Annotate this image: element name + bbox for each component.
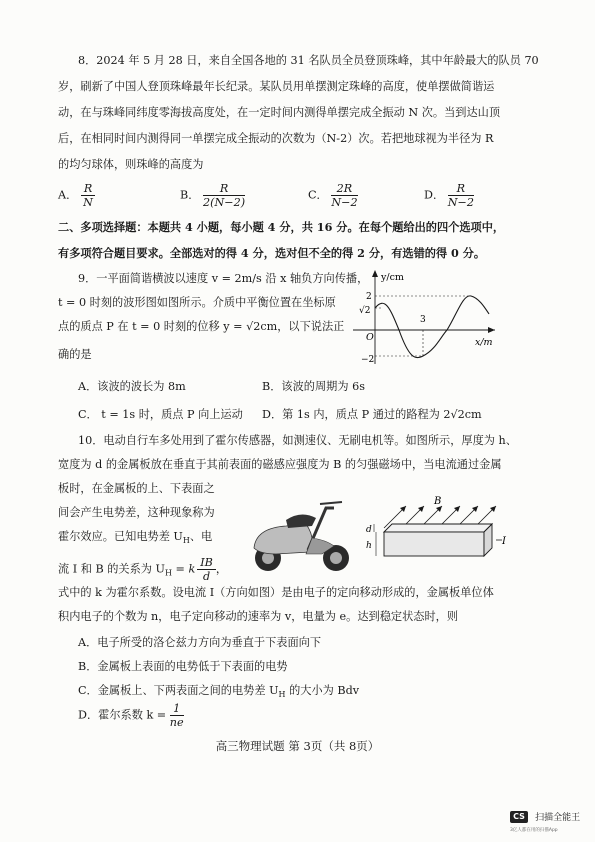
q10-line-4: 间会产生电势差，这种现象称为 bbox=[58, 506, 215, 519]
q8-option-b: B． $\frac{R}{2(N-2)}$ bbox=[180, 182, 246, 209]
hall-plate-diagram bbox=[362, 496, 522, 576]
q9-option-a: A．该波的波长为 8m bbox=[78, 380, 186, 393]
q8-line-5: 的均匀球体，则珠峰的高度为 bbox=[58, 158, 204, 171]
q8-line-2: 岁，刷新了中国人登顶珠峰最年长纪录。某队员用单摆测定珠峰的高度，使单摆做简谐运 bbox=[58, 80, 495, 93]
q10-option-d: D．霍尔系数 k = $\frac{1}{ne}$ bbox=[78, 702, 184, 729]
q9-line-3: 点的质点 P 在 t = 0 时刻的位移 y = √2cm，以下说法正 bbox=[58, 320, 345, 333]
q8-line-1: 8．2024 年 5 月 28 日，来自全国各地的 31 名队员全员登顶珠峰，其中年龄最大的队员 70 bbox=[78, 54, 539, 67]
q9-line-4: 确的是 bbox=[58, 348, 92, 361]
q10-option-c: C．金属板上、下两表面之间的电势差 $U_H$ 的大小为 Bdv bbox=[78, 684, 360, 700]
y-tick-sqrt2: √2 bbox=[359, 306, 371, 316]
q9-line-2: t = 0 时刻的波形图如图所示。介质中平衡位置在坐标原 bbox=[58, 296, 336, 309]
section2-line-1: 二、多项选择题：本题共 4 小题，每小题 4 分，共 16 分。在每个题给出的四个选项中， bbox=[58, 220, 505, 234]
q10-line-3: 板时，在金属板的上、下表面之 bbox=[58, 482, 215, 495]
q10-line-7: 式中的 k 为霍尔系数。设电流 I（方向如图）是由电子的定向移动形成的，金属板单位体 bbox=[58, 586, 494, 599]
y-tick-2: 2 bbox=[366, 292, 372, 302]
q8-option-a: A． $\frac{R}{N}$ bbox=[58, 182, 95, 209]
q10-option-b: B．金属板上表面的电势低于下表面的电势 bbox=[78, 660, 288, 673]
scanner-logo-icon: CS bbox=[510, 811, 528, 823]
electric-scooter-image bbox=[246, 498, 356, 576]
scanner-subtitle: 3亿人都在用的扫描App bbox=[510, 828, 558, 833]
current-label: I bbox=[502, 536, 506, 547]
wave-curve bbox=[375, 296, 489, 358]
q10-line-2: 宽度为 d 的金属板放在垂直于其前表面的磁感应强度为 B 的匀强磁场中，当电流通过金属 bbox=[58, 458, 502, 471]
y-axis-label: y/cm bbox=[381, 272, 404, 283]
q8-line-3: 动，在与珠峰同纬度零海拔高度处，在一定时间内测得单摆完成全振动 N 次。当到达山顶 bbox=[58, 106, 501, 119]
width-label: d bbox=[366, 525, 372, 535]
scanner-title: 扫描全能王 bbox=[535, 813, 581, 823]
q10-line-1: 10．电动自行车多处用到了霍尔传感器，如测速仪、无刷电机等。如图所示，厚度为 h、 bbox=[78, 434, 517, 447]
q10-line-5: 霍尔效应。已知电势差 $U_H$、电 bbox=[58, 530, 213, 546]
magnetic-field-label: B bbox=[434, 496, 442, 507]
y-tick-neg2: −2 bbox=[361, 355, 375, 365]
q8-option-c: C． $\frac{2R}{N-2}$ bbox=[308, 182, 358, 209]
wave-graph bbox=[335, 268, 505, 368]
page-footer: 高三物理试题 第 3页（共 8页） bbox=[215, 739, 380, 753]
q9-option-d: D．第 1s 内，质点 P 通过的路程为 2√2cm bbox=[262, 408, 482, 421]
section2-line-2: 有多项符合题目要求。全部选对的得 4 分，选对但不全的得 2 分，有选错的得 0 分。 bbox=[58, 246, 486, 260]
q9-option-b: B．该波的周期为 6s bbox=[262, 380, 365, 393]
q10-option-a: A．电子所受的洛仑兹力方向为垂直于下表面向下 bbox=[78, 636, 322, 649]
q10-line-6: 流 I 和 B 的关系为 $U_H = k$ $\frac{IB}{d}$ ， bbox=[58, 556, 228, 583]
x-tick-3: 3 bbox=[420, 315, 426, 325]
scanner-watermark bbox=[510, 806, 580, 833]
q9-line-1: 9．一平面简谐横波以速度 v = 2m/s 沿 x 轴负方向传播， bbox=[78, 272, 369, 285]
q9-option-c: C． t = 1s 时，质点 P 向上运动 bbox=[78, 408, 243, 421]
q8-option-d: D． $\frac{R}{N-2}$ bbox=[424, 182, 475, 209]
q8-line-4: 后，在相同时间内测得同一单摆完成全振动的次数为（N-2）次。若把地球视为半径为 R bbox=[58, 132, 494, 145]
origin-label: O bbox=[366, 332, 374, 343]
thickness-label: h bbox=[366, 541, 372, 551]
x-axis-label: x/m bbox=[475, 337, 493, 348]
q10-line-8: 积内电子的个数为 n，电子定向移动的速率为 v，电量为 e。达到稳定状态时，则 bbox=[58, 610, 459, 623]
